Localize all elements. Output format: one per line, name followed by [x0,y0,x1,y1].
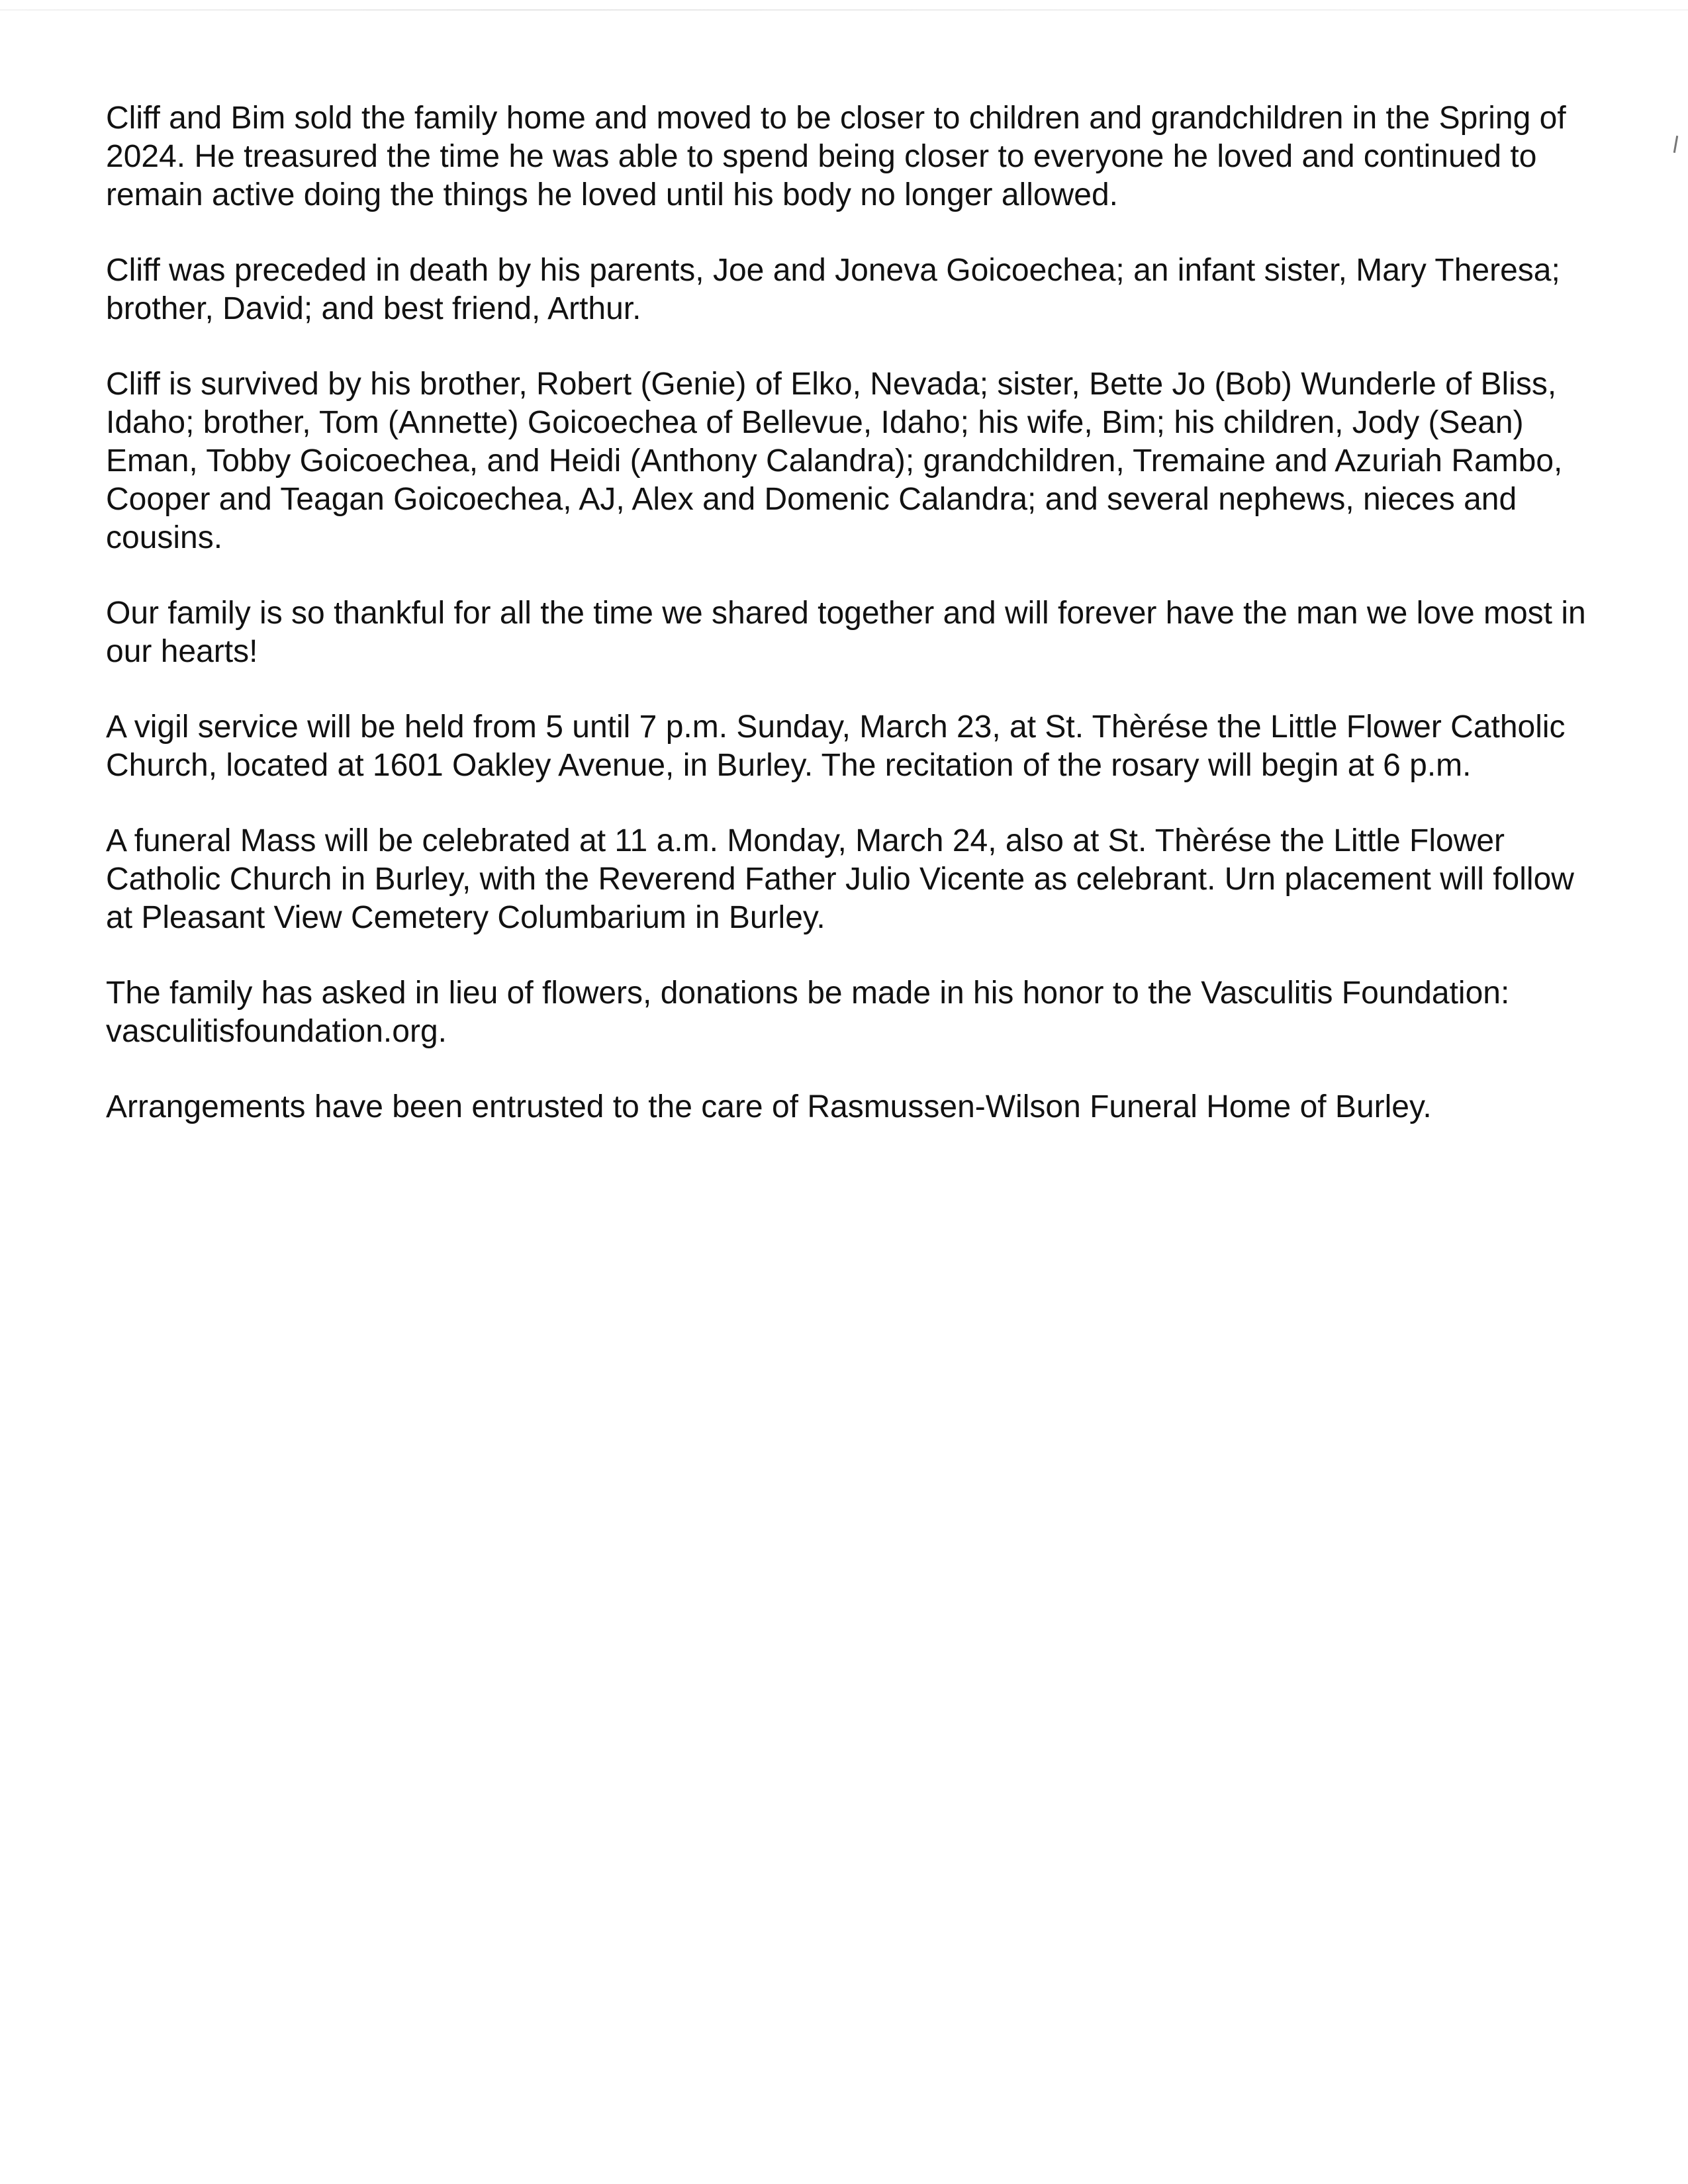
paragraph-preceded-in-death: Cliff was preceded in death by his parents, Joe and Joneva Goicoechea; an infant sister, Mary Theresa; brother, David; and best friend, Arthur. [106,253,1560,326]
paragraph-donations: The family has asked in lieu of flowers, donations be made in his honor to the Vasculitis Foundation: vasculitisfoundation.org. [106,976,1510,1049]
paragraph-funeral-mass: A funeral Mass will be celebrated at 11 a.m. Monday, March 24, also at St. Thèrése the Little Flower Catholic Church in Burley, with the Reverend Father Julio Vicente as celebrant. Urn placement will follow at Pleasant View Cemetery Columbarium in Burley. [106,823,1574,935]
paragraph-family-thanks: Our family is so thankful for all the time we shared together and will forever have the man we love most in our hearts! [106,596,1586,669]
paragraph-arrangements: Arrangements have been entrusted to the care of Rasmussen-Wilson Funeral Home of Burley. [106,1089,1432,1124]
document-body [106,99,1602,1163]
paragraph-survived-by: Cliff is survived by his brother, Robert (Genie) of Elko, Nevada; sister, Bette Jo (Bob) Wunderle of Bliss, Idaho; brother, Tom (Annette) Goicoechea of Bellevue, Idaho; his wife, Bim; his children, Jody (Sean) Eman, Tobby Goicoechea, and Heidi (Anthony Calandra); grandchildren, Tremaine and Azuriah Rambo, Cooper and Teagan Goicoechea, AJ, Alex and Domenic Calandra; and several nephews, nieces and cousins. [106,367,1563,555]
scan-edge-line [0,9,1688,11]
paragraph-move: Cliff and Bim sold the family home and moved to be closer to children and grandchildren in the Spring of 2024. He treasured the time he was able to spend being closer to everyone he loved and continued to remain active doing the things he loved until his body no longer allowed. [106,101,1566,212]
margin-mark [1673,136,1678,153]
paragraph-vigil-service: A vigil service will be held from 5 until 7 p.m. Sunday, March 23, at St. Thèrése the Little Flower Catholic Church, located at 1601 Oakley Avenue, in Burley. The recitation of the rosary will begin at 6 p.m. [106,709,1566,783]
